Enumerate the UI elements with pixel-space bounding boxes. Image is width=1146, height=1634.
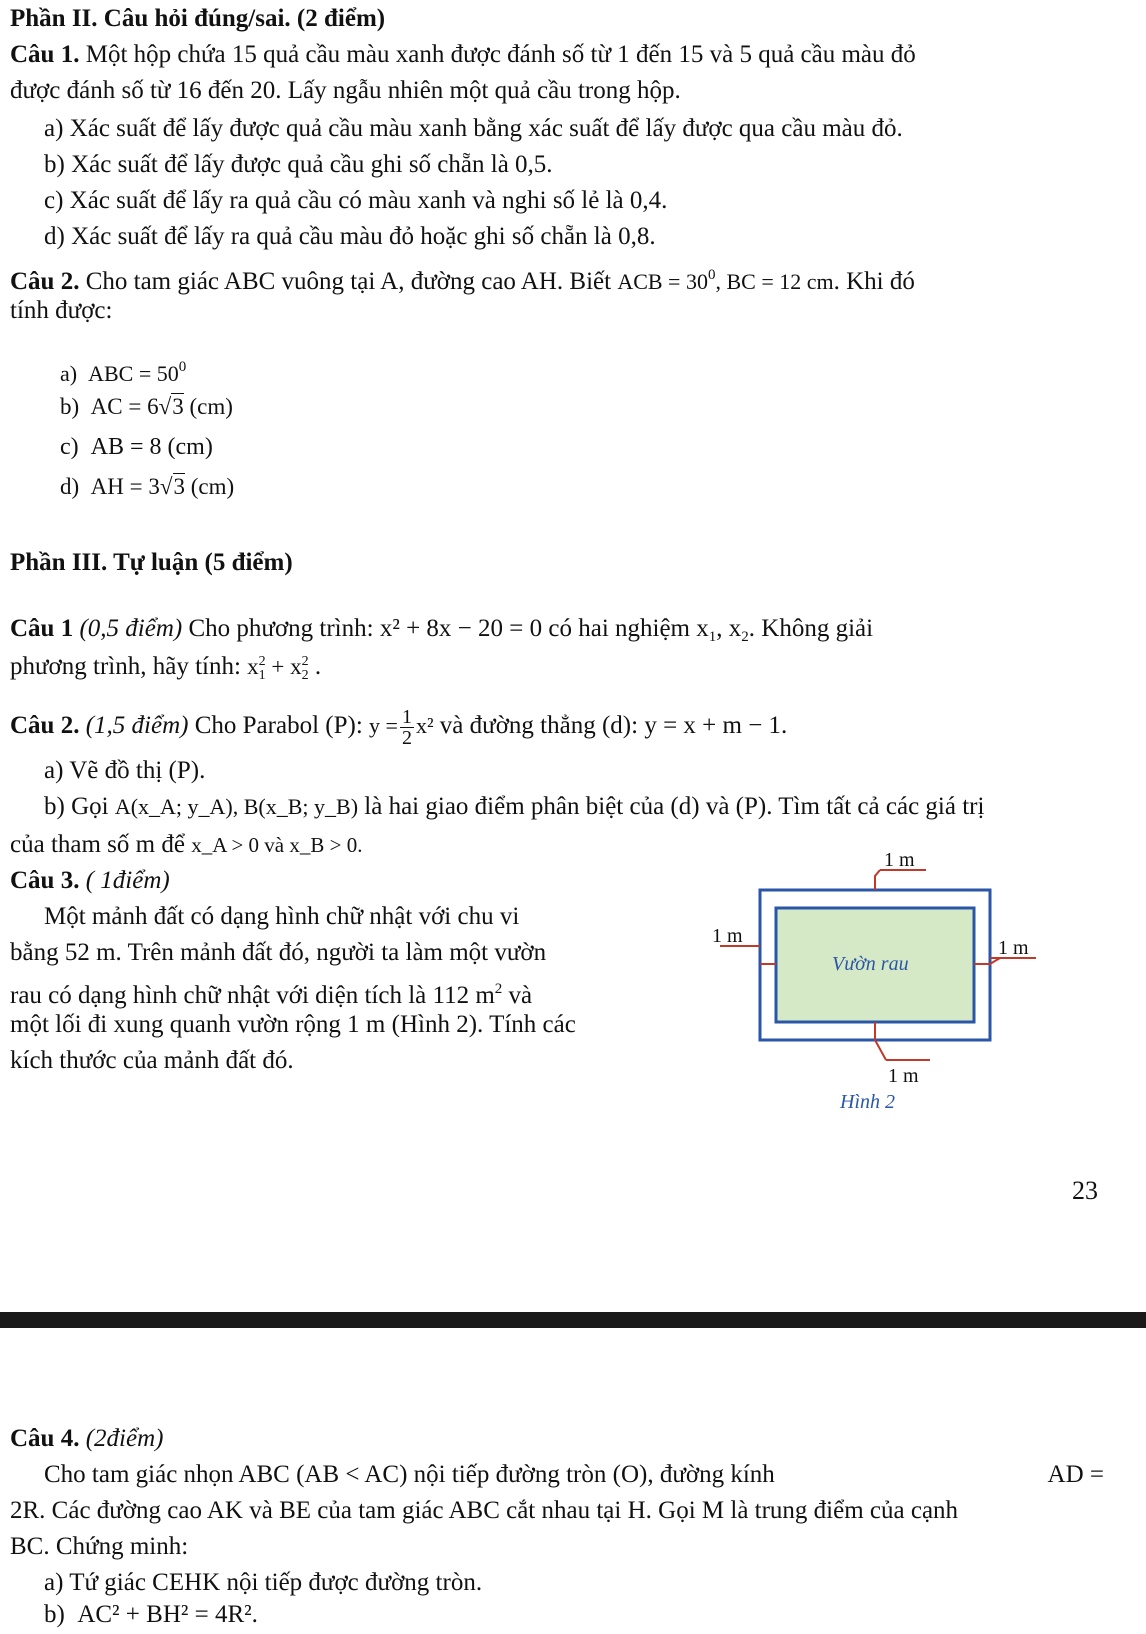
part2-q2-line1: [10, 260, 915, 297]
part3-q4-a: a) Tứ giác CEHK nội tiếp được đường tròn.: [44, 1569, 483, 1596]
part2-q1-text1: Một hộp chứa 15 quả cầu màu xanh được đánh số từ 1 đến 15 và 5 quả cầu màu đỏ: [79, 41, 916, 68]
part3-q4-heading: [10, 1424, 163, 1454]
part3-q3-heading: [10, 866, 170, 896]
part3-q2-x2: x²: [415, 713, 434, 738]
part3-q2-b-line1: [44, 792, 984, 822]
part2-q1-a: a) Xác suất để lấy được quả cầu màu xanh bằng xác suất để lấy được qua cầu màu đỏ.: [44, 115, 903, 142]
part2-q2-given-angle: ACB = 30: [617, 269, 708, 294]
part3-q2-b2-cond: x_A > 0 và x_B > 0.: [191, 833, 363, 857]
part3-q2-text1a: Cho Parabol (P):: [188, 712, 370, 739]
part3-q1-expr-plus: + x: [265, 654, 302, 679]
page-number: 23: [1072, 1176, 1098, 1205]
part3-q1-expr-sub2: 2: [301, 667, 309, 683]
part3-q1-expr-idx1: [259, 655, 266, 683]
part3-q1-points: (0,5 điểm): [73, 615, 183, 642]
part3-q2-line1: [10, 704, 787, 748]
part2-q1-line1: [10, 40, 916, 70]
part2-q1-label: Câu 1.: [10, 41, 80, 68]
part3-q2-line-eq: y = x + m − 1.: [644, 712, 788, 739]
part2-q2-a-deg: 0: [178, 359, 187, 375]
part3-q1-expr-idx2: [302, 655, 309, 683]
part2-q2-given-bc: , BC = 12 cm: [715, 269, 834, 294]
figure-caption: Hình 2: [840, 1091, 895, 1113]
part2-q2-c-label: c): [60, 434, 79, 460]
part2-q2-b: b) AC = 6√3 (cm): [60, 394, 233, 419]
part3-q2-a: a) Vẽ đồ thị (P).: [44, 757, 206, 784]
part2-q1-d: d) Xác suất để lấy ra quả cầu màu đỏ hoặc ghi số chẵn là 0,8.: [44, 223, 656, 250]
part2-q2-b-label: b): [60, 394, 80, 419]
part2-q2-d-unit: (cm): [185, 474, 235, 499]
part3-q3-line4: một lối đi xung quanh vườn rộng 1 m (Hình 2). Tính các: [10, 1011, 576, 1038]
part2-q2-c: [60, 432, 213, 462]
part3-q1-expr: [247, 652, 308, 683]
page-separator-band: [0, 1312, 1146, 1328]
part3-q4-l1: Cho tam giác nhọn ABC (AB < AC) nội tiếp đường tròn (O), đường kính: [44, 1461, 775, 1488]
part3-q2-points: (1,5 điểm): [79, 712, 189, 739]
part3-q4-b: [44, 1600, 258, 1630]
part3-q1-expr-sub1: 1: [258, 667, 266, 683]
part3-q1-label: Câu 1: [10, 615, 74, 642]
part3-q2-b2a: của tham số m để: [10, 831, 192, 858]
part3-q3-label: Câu 3.: [10, 867, 80, 894]
part3-q2-b1a: b) Gọi: [44, 793, 115, 820]
part3-q4-label: Câu 4.: [10, 1425, 80, 1452]
part3-q3-l3a: rau có dạng hình chữ nhật với diện tích là: [10, 982, 433, 1009]
part3-q4-line2: 2R. Các đường cao AK và BE của tam giác ABC cắt nhau tại H. Gọi M là trung điểm của cạnh: [10, 1497, 959, 1524]
garden-label: Vườn rau: [832, 953, 909, 975]
part3-q2-b-line2: [10, 830, 362, 860]
part3-q1-text1c: , x: [716, 615, 742, 642]
part3-q3-area: 112 m: [432, 982, 495, 1009]
part3-q3-area-sup: 2: [494, 981, 503, 997]
part2-q2-c-expr: AB = 8 (cm): [90, 434, 213, 460]
top-label: 1 m: [884, 849, 915, 871]
part3-q2-y-eq: y =: [369, 713, 398, 738]
part3-q3-l3b: và: [502, 982, 533, 1009]
part2-q2-line2: tính được:: [10, 297, 113, 324]
part2-q2-a-expr: ABC = 50: [88, 361, 179, 386]
part3-q1-line1: [10, 614, 873, 652]
part3-q2-b1-points: A(x_A; y_A), B(x_B; y_B): [114, 794, 359, 819]
part2-q1-c: c) Xác suất để lấy ra quả cầu có màu xanh và nghi số lẻ là 0,4.: [44, 187, 668, 214]
part3-q2-text1b: và đường thẳng (d):: [433, 712, 645, 739]
figure-hinh-2: [690, 846, 1070, 1126]
part3-q1-expr-sup1: 2: [258, 653, 266, 669]
part2-q2-d-root: 3: [173, 474, 185, 499]
part3-q2-b1b: là hai giao điểm phân biệt của (d) và (P). Tìm tất cả các giá trị: [358, 793, 985, 820]
part3-q2-label: Câu 2.: [10, 712, 80, 739]
part3-q4-line3: BC. Chứng minh:: [10, 1533, 189, 1560]
part3-q1-end: .: [308, 653, 322, 680]
part3-q1-sub1: 1: [708, 629, 717, 645]
part3-q2-frac-den: 2: [401, 726, 412, 749]
part3-q3-line1: Một mảnh đất có dạng hình chữ nhật với chu vi: [44, 903, 520, 930]
part3-q2-fraction: [400, 707, 414, 748]
part2-q2-d-lhs: AH = 3: [90, 474, 160, 499]
figure-svg: [690, 846, 1070, 1126]
part3-q1-text1d: . Không giải: [748, 615, 874, 642]
part3-heading: Phần III. Tự luận (5 điểm): [10, 549, 293, 576]
part2-q2-given-deg: 0: [707, 267, 716, 283]
part3-q4-b-label: b): [44, 1601, 65, 1628]
part3-q4-b-expr: AC² + BH² = 4R².: [77, 1601, 258, 1628]
part3-q1-expr-sup2: 2: [301, 653, 309, 669]
part3-q1-sub2: 2: [741, 629, 749, 645]
part2-q2-text1-end: . Khi đó: [833, 268, 915, 295]
part2-q2-a: [60, 352, 186, 389]
part3-q1-eq: x² + 8x − 20 = 0: [379, 615, 543, 642]
part2-q2-b-unit: (cm): [183, 394, 233, 419]
part3-q3-line2: bằng 52 m. Trên mảnh đất đó, người ta làm một vườn: [10, 939, 547, 966]
part2-q2-b-root: 3: [172, 394, 184, 419]
part3-q2-frac-num: 1: [401, 705, 412, 728]
left-label: 1 m: [712, 925, 743, 947]
part2-q1-line2: được đánh số từ 16 đến 20. Lấy ngẫu nhiên một quả cầu trong hộp.: [10, 77, 681, 104]
part2-heading: Phần II. Câu hỏi đúng/sai. (2 điểm): [10, 5, 386, 32]
part3-q3-points: ( 1điểm): [79, 867, 170, 894]
bottom-label: 1 m: [888, 1065, 919, 1087]
part2-q2-b-lhs: AC = 6: [90, 394, 159, 419]
part3-q1-text1a: Cho phương trình:: [182, 615, 380, 642]
part3-q3-line5: kích thước của mảnh đất đó.: [10, 1047, 294, 1074]
part3-q1-line2: [10, 652, 321, 683]
part3-q4-points: (2điểm): [79, 1425, 164, 1452]
right-label: 1 m: [998, 937, 1029, 959]
part3-q1-expr-x1: x: [247, 654, 259, 679]
part2-q2-text1: Cho tam giác ABC vuông tại A, đường cao AH. Biết: [79, 268, 618, 295]
part2-q2-label: Câu 2.: [10, 268, 80, 295]
part3-q3-line3: [10, 974, 532, 1011]
part3-q1-text2: phương trình, hãy tính:: [10, 653, 248, 680]
top-marker: [875, 870, 880, 890]
part3-q4-line1: [44, 1460, 1104, 1490]
part2-q2-d: d) AH = 3√3 (cm): [60, 474, 235, 499]
part2-q1-b: b) Xác suất để lấy được quả cầu ghi số chẵn là 0,5.: [44, 151, 553, 178]
part2-q2-a-label: a): [60, 361, 78, 386]
part3-q4-l1-end: AD =: [1047, 1461, 1104, 1488]
part3-q1-text1b: có hai nghiệm x: [542, 615, 709, 642]
part2-q2-d-label: d): [60, 474, 80, 499]
